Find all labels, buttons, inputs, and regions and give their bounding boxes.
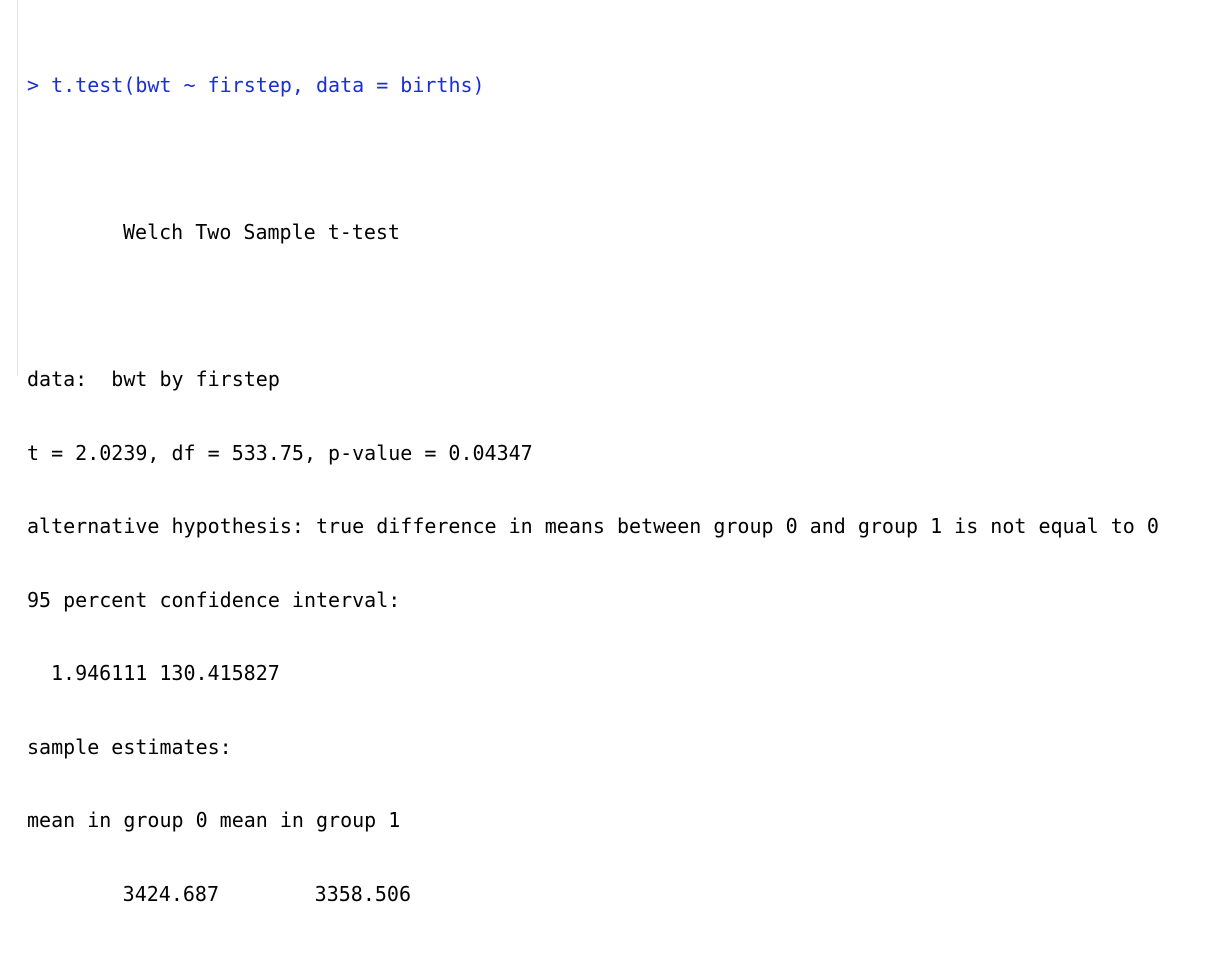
sample-estimates-labels: mean in group 0 mean in group 1: [27, 808, 401, 832]
confidence-interval-values: 1.946111 130.415827: [51, 661, 280, 685]
blank-line: [27, 147, 1159, 172]
console-output: [27, 24, 1159, 955]
console-prompt: >: [27, 73, 52, 97]
command-line: [27, 73, 1159, 98]
statistic-line: t = 2.0239, df = 533.75, p-value = 0.04347: [27, 440, 533, 465]
confidence-interval-header: 95 percent confidence interval:: [27, 587, 401, 612]
estimate-group-0: 3424.687: [122, 881, 219, 906]
sample-estimates-header: sample estimates:: [27, 734, 232, 759]
data-line: data: bwt by firstep: [27, 367, 280, 391]
alternative-hypothesis-line: alternative hypothesis: true difference in means between group 0 and group 1 is not equal to 0: [27, 514, 1159, 538]
r-console[interactable]: [17, 0, 1207, 906]
estimate-group-1: 3358.506: [314, 881, 411, 906]
sample-estimates-values: [27, 882, 1159, 907]
test-title: Welch Two Sample t-test: [123, 220, 400, 244]
console-command: t.test(bwt ~ firstep, data = births): [51, 73, 485, 97]
blank-line: [27, 294, 1159, 319]
